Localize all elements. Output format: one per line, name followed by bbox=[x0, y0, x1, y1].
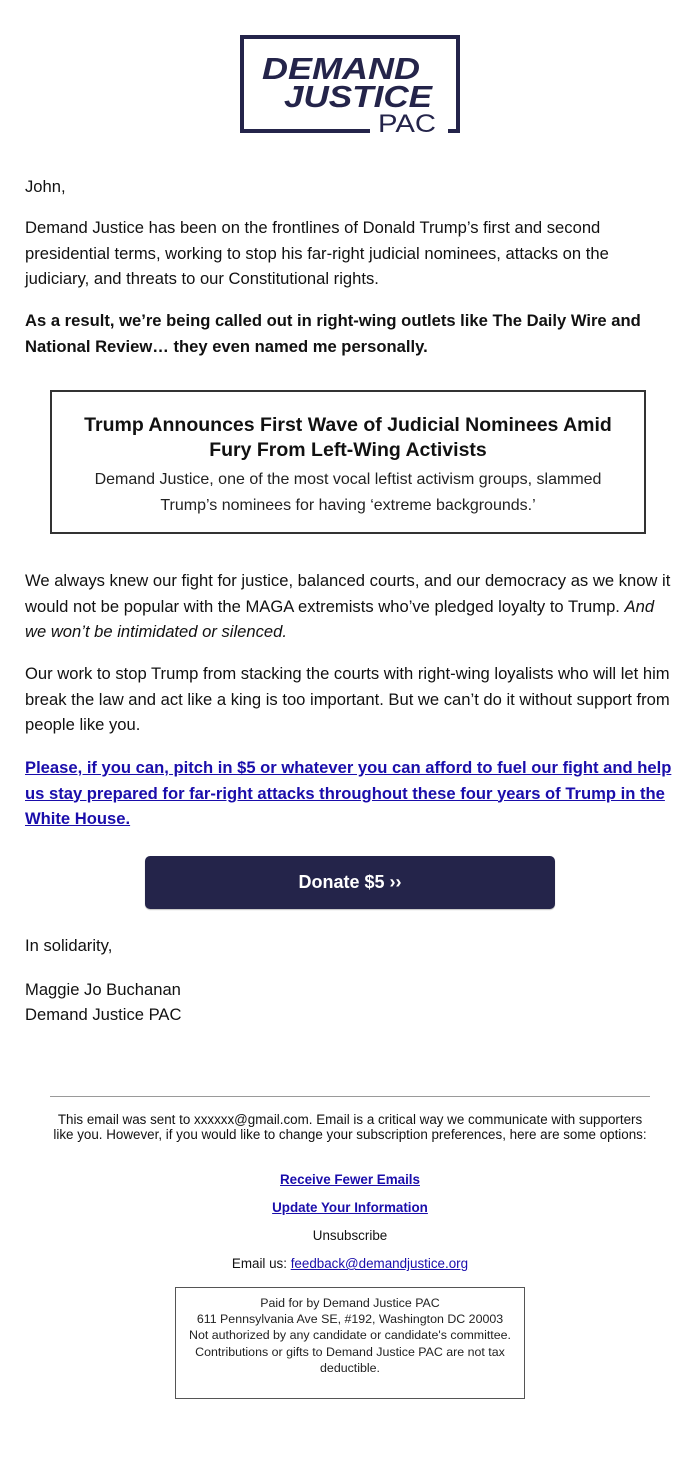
greeting: John, bbox=[25, 177, 66, 196]
paid-for-line: Paid for by Demand Justice PAC bbox=[260, 1296, 440, 1310]
donate-cta-link[interactable]: Please, if you can, pitch in $5 or whatever you can afford to fuel our fight and help us stay prepared for far-right attacks throughout these four years of Trump in the White House. bbox=[25, 758, 672, 828]
update-information-link[interactable]: Update Your Information bbox=[272, 1200, 428, 1215]
paid-for-tax-note: Contributions or gifts to Demand Justice PAC are not tax deductible. bbox=[195, 1344, 505, 1375]
fight-paragraph bbox=[25, 568, 677, 645]
unsubscribe-link[interactable]: Unsubscribe bbox=[312, 1228, 388, 1243]
bold-paragraph: As a result, we’re being called out in right-wing outlets like The Daily Wire and National Review… they even named me personally. bbox=[25, 311, 641, 356]
news-quote-box bbox=[50, 390, 646, 534]
logo-line-justice: JUSTICE bbox=[284, 79, 434, 114]
fight-paragraph-text: We always knew our fight for justice, balanced courts, and our democracy as we know it would not be popular with the MAGA extremists who’ve pledged loyalty to Trump. bbox=[25, 571, 671, 616]
email-us-label: Email us: bbox=[231, 1256, 291, 1271]
email-us-line bbox=[0, 1256, 700, 1272]
signature-org: Demand Justice PAC bbox=[25, 1005, 182, 1024]
demand-justice-pac-logo bbox=[240, 35, 460, 133]
donate-button[interactable]: Donate $5 ›› bbox=[145, 856, 555, 909]
logo-line-demand: DEMAND bbox=[262, 51, 420, 86]
footer-note: This email was sent to xxxxxx@gmail.com. Email is a critical way we communicate with supporters like you. However, if you would like to change your subscription preferences, here are some options: bbox=[53, 1112, 647, 1142]
signature-name: Maggie Jo Buchanan bbox=[25, 980, 181, 999]
quote-subtext: Demand Justice, one of the most vocal leftist activism groups, slammed Trump’s nominees for having ‘extreme backgrounds.’ bbox=[94, 471, 602, 514]
email-us-address-link[interactable]: feedback@demandjustice.org bbox=[290, 1256, 469, 1271]
logo-line-pac: PAC bbox=[378, 110, 436, 133]
support-paragraph: Our work to stop Trump from stacking the courts with right-wing loyalists who will let him break the law and act like a king is too important. But we can’t do it without support from people like you. bbox=[25, 664, 670, 734]
paid-for-disclaimer bbox=[175, 1287, 525, 1399]
fight-paragraph-italic: And we won’t be intimidated or silenced. bbox=[25, 596, 655, 641]
paid-for-authorization: Not authorized by any candidate or candidate's committee. bbox=[189, 1328, 511, 1343]
quote-headline: Trump Announces First Wave of Judicial Nominees Amid Fury From Left-Wing Activists bbox=[84, 414, 612, 461]
receive-fewer-emails-link[interactable]: Receive Fewer Emails bbox=[280, 1172, 420, 1187]
intro-paragraph: Demand Justice has been on the frontlines of Donald Trump’s first and second presidential terms, working to stop his far-right judicial nominees, attacks on the judiciary, and threats to our Constitutional rights. bbox=[25, 218, 609, 288]
footer-divider bbox=[50, 1096, 650, 1097]
paid-for-address: 611 Pennsylvania Ave SE, #192, Washington DC 20003 bbox=[196, 1312, 504, 1327]
closing: In solidarity, bbox=[25, 936, 113, 955]
